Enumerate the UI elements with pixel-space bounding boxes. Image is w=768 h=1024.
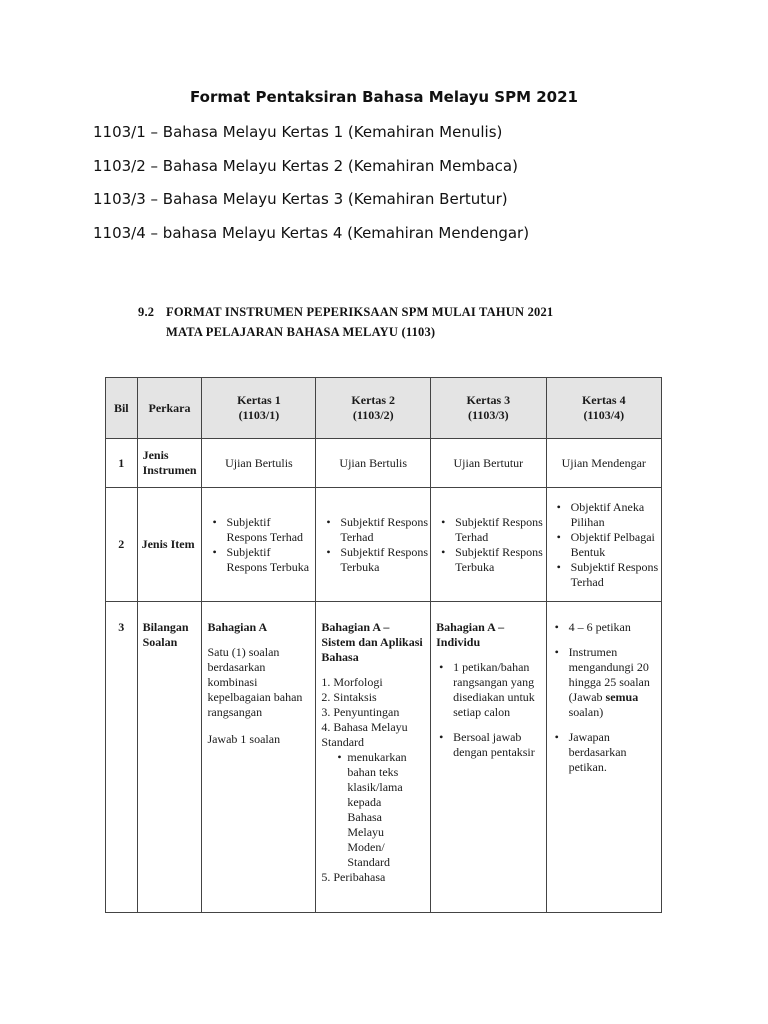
row2-perkara: Jenis Item [137, 488, 202, 602]
row3-k4: • 4 – 6 petikan • Instrumen mengandungi 20 hingga 25 soalan (Jawab semua soalan) • Jawapan berdasarkan petikan. [546, 602, 661, 913]
section-title-2: MATA PELAJARAN BAHASA MELAYU (1103) [166, 325, 436, 339]
section-heading-line1 [138, 305, 553, 320]
table-header-row [106, 378, 662, 439]
header-kertas-3: Kertas 3 (1103/3) [431, 378, 546, 439]
format-table [105, 377, 662, 913]
row3-k1: Bahagian A Satu (1) soalan berdasarkan kombinasi kepelbagaian bahan rangsangan Jawab 1 soalan [202, 602, 316, 913]
row2-k3: • Subjektif Respons Terhad • Subjektif Respons Terbuka [431, 488, 546, 602]
row3-bil: 3 [106, 602, 138, 913]
header-kertas-2: Kertas 2 (1103/2) [316, 378, 431, 439]
row2-k2: • Subjektif Respons Terhad • Subjektif Respons Terbuka [316, 488, 431, 602]
section-heading-line2 [138, 325, 435, 340]
row2-k4: • Objektif Aneka Pilihan • Objektif Pelbagai Bentuk • Subjektif Respons Terhad [546, 488, 661, 602]
paper-line-1: 1103/1 – Bahasa Melayu Kertas 1 (Kemahiran Menulis) [93, 123, 503, 141]
paper-line-3: 1103/3 – Bahasa Melayu Kertas 3 (Kemahiran Bertutur) [93, 190, 508, 208]
document-title: Format Pentaksiran Bahasa Melayu SPM 2021 [190, 88, 578, 106]
table-row [106, 488, 662, 602]
row1-bil: 1 [106, 439, 138, 488]
row2-bil: 2 [106, 488, 138, 602]
paper-line-4: 1103/4 – bahasa Melayu Kertas 4 (Kemahiran Mendengar) [93, 224, 530, 242]
row1-k1: Ujian Bertulis [202, 439, 316, 488]
row1-k4: Ujian Mendengar [546, 439, 661, 488]
section-number: 9.2 [138, 305, 155, 319]
header-kertas-1: Kertas 1 (1103/1) [202, 378, 316, 439]
row3-perkara: Bilangan Soalan [137, 602, 202, 913]
row3-k3: Bahagian A – Individu • 1 petikan/bahan rangsangan yang disediakan untuk setiap calon • Bersoal jawab dengan pentaksir [431, 602, 546, 913]
section-title-1: FORMAT INSTRUMEN PEPERIKSAAN SPM MULAI TAHUN 2021 [166, 305, 554, 319]
row2-k1: • Subjektif Respons Terhad • Subjektif Respons Terbuka [202, 488, 316, 602]
header-kertas-4: Kertas 4 (1103/4) [546, 378, 661, 439]
header-bil: Bil [106, 378, 138, 439]
row3-k2: Bahagian A – Sistem dan Aplikasi Bahasa 1. Morfologi 2. Sintaksis 3. Penyuntingan 4. Bahasa Melayu Standard • menukarkan bahan teks klasik/lama kepada Bahasa Melayu Moden/ Standard 5. Peribahasa [316, 602, 431, 913]
row1-perkara: Jenis Instrumen [137, 439, 202, 488]
table-row [106, 602, 662, 913]
row1-k2: Ujian Bertulis [316, 439, 431, 488]
paper-line-2: 1103/2 – Bahasa Melayu Kertas 2 (Kemahiran Membaca) [93, 157, 518, 175]
table-row [106, 439, 662, 488]
row1-k3: Ujian Bertutur [431, 439, 546, 488]
header-perkara: Perkara [137, 378, 202, 439]
